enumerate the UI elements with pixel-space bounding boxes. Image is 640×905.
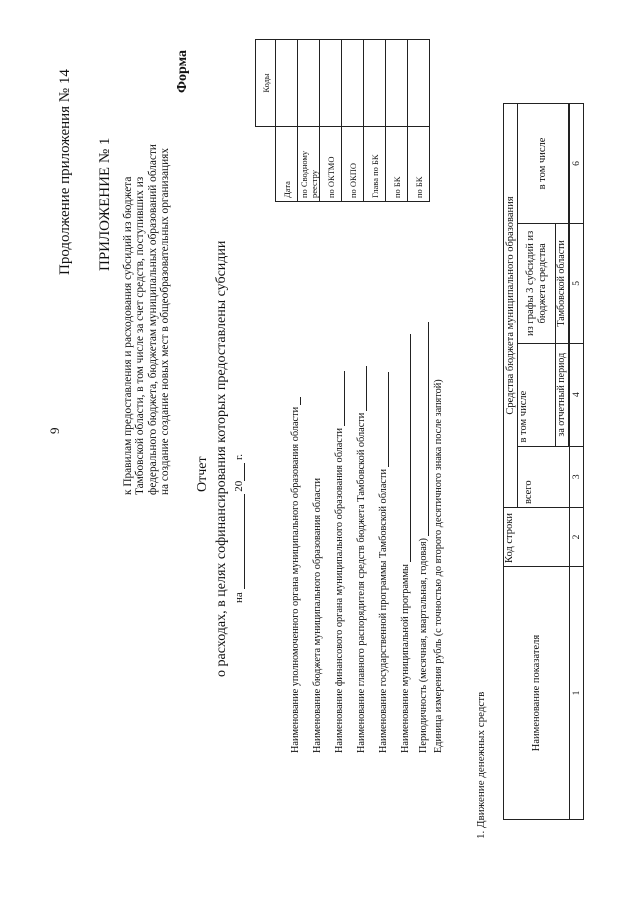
field-label: Наименование финансового органа муниципального образования области [334,428,345,753]
col-number: 4 [570,343,584,446]
field-blank[interactable] [400,334,411,562]
field-blank[interactable] [290,397,301,405]
col-number: 6 [570,104,584,224]
field-financial-body [334,371,345,753]
code-label: Дата [276,127,298,202]
header-municipal-funds: Средства бюджета муниципального образования [504,104,518,508]
codes-header: Коды [256,40,276,127]
field-blank[interactable] [356,366,367,411]
field-label: Наименование бюджета муниципального образования области [312,477,323,753]
header-tambov-region: Тамбовской области [556,223,569,343]
report-title: Отчет [195,456,210,492]
date-prefix: на [233,592,245,603]
field-label: Периодичность (месячная, квартальная, годовая) [418,538,429,753]
header-indicator: Наименование показателя [504,567,570,820]
code-value[interactable] [386,40,408,127]
header-incl: в том числе [518,343,556,446]
annex-title: ПРИЛОЖЕНИЕ № 1 [97,137,113,271]
code-label: по БК [386,127,408,202]
page-number: 9 [47,427,62,434]
field-municipal-program [400,334,411,753]
field-blank[interactable] [378,372,389,467]
from3-text: из графы 3 субсидий из бюджета [524,230,548,336]
code-label: по Сводному реестру [298,127,320,202]
code-label: Глава по БК [364,127,386,202]
field-unit [433,379,444,753]
annex-intro [122,45,171,495]
field-municipal-budget [312,478,323,753]
code-value[interactable] [342,40,364,127]
year-blank[interactable] [233,463,245,481]
intro-line: федерального бюджета, бюджетам муниципальных образований области [146,144,159,495]
report-date-line [233,454,245,603]
code-value[interactable] [276,40,298,127]
header-line-code: Код строки [504,508,570,567]
field-blank[interactable] [334,371,345,426]
field-label: Единица измерения рубль (с точностью до второго десятичного знака после запятой) [433,379,444,753]
annex-continuation: Продолжение приложения № 14 [57,69,73,275]
col-number: 5 [570,223,584,343]
code-value[interactable] [298,40,320,127]
field-label: Наименование уполномоченного органа муниципального образования области [290,406,301,753]
field-label: Наименование муниципальной программы [400,564,411,753]
col-number: 3 [570,446,584,507]
from3-funds: средства [536,243,548,282]
codes-table [255,39,430,202]
intro-line: к Правилам предоставления и расходования субсидий из бюджета [122,176,134,495]
field-periodicity [418,322,429,753]
col-number: 1 [570,567,584,820]
intro-line: Тамбовской области, в том числе за счет средств, поступивших из [134,176,147,495]
date-suffix: г. [233,453,245,460]
code-label: по БК [408,127,430,202]
field-state-program [378,372,389,753]
header-from-col3 [518,223,556,343]
funds-table [503,103,584,820]
code-value[interactable] [408,40,430,127]
field-blank[interactable] [418,322,429,536]
field-label: Наименование главного распорядителя средств бюджета Тамбовской области [356,412,367,753]
section-title: 1. Движение денежных средств [475,691,487,839]
header-total: всего [518,446,570,507]
code-label: по ОКПО [342,127,364,202]
date-year: 20 [233,480,245,492]
intro-line: на создание создание новых мест в общеобразовательных организациях [158,148,171,495]
report-subtitle: о расходах, в целях софинансирования которых предоставлены субсидии [214,240,229,677]
field-label: Наименование государственной программы Тамбовской области [378,469,389,753]
col-number: 2 [570,508,584,567]
header-period: за отчетный период [556,343,569,446]
field-authorized-body [290,397,301,753]
code-value[interactable] [320,40,342,127]
field-chief-manager [356,366,367,753]
code-value[interactable] [364,40,386,127]
form-label: Форма [175,49,190,93]
column-number-row [570,104,584,820]
header-incl-2: в том числе [518,104,569,224]
date-blank[interactable] [233,494,245,589]
code-label: по ОКТМО [320,127,342,202]
